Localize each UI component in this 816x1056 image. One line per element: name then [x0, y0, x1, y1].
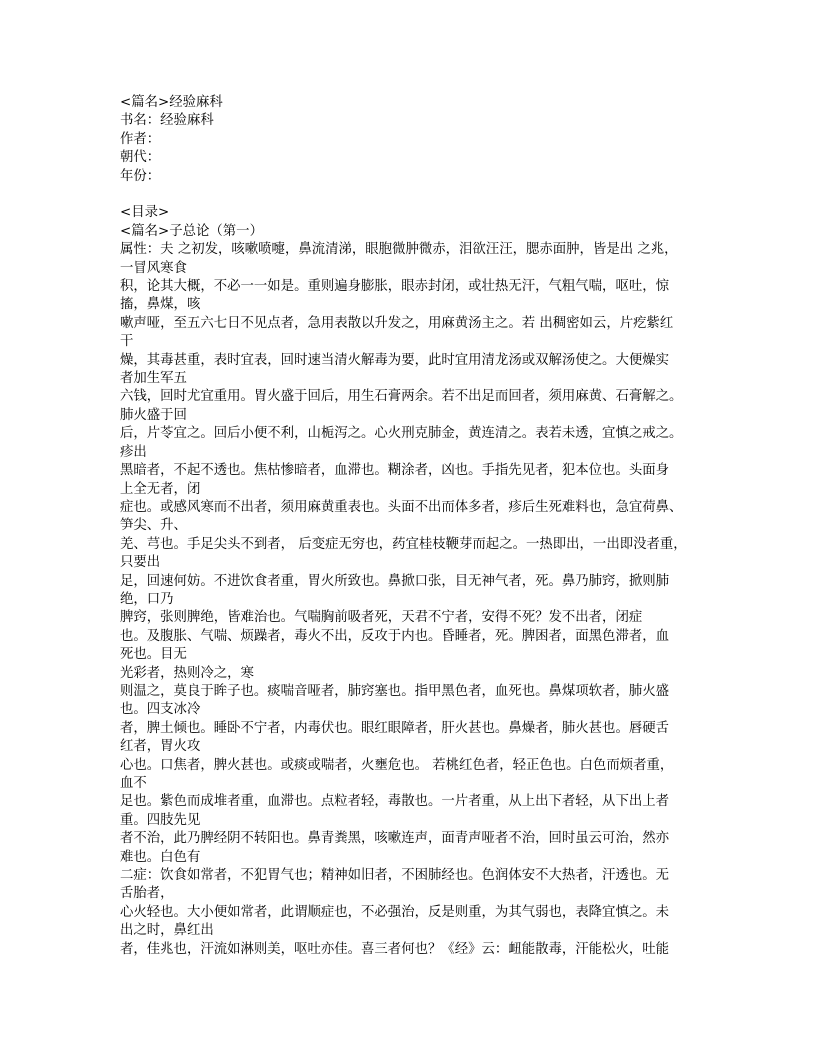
body-line: 者不治，此乃脾经阴不转阳也。鼻青粪黑，咳嗽连声，面青声哑者不治，回时虽云可治，然亦	[120, 831, 670, 847]
body-line: 足也。紫色而成堆者重，血滞也。点粒者轻，毒散也。一片者重，从上出下者轻，从下出上者	[120, 794, 670, 810]
body-line: 心也。口焦者，脾火甚也。或痰或喘者，火壅危也。 若桃红色者，轻正色也。白色而烦者重，	[120, 757, 674, 773]
author-line: 作者：	[120, 131, 161, 147]
body-line: 属性：夫 之初发，咳嗽喷嚏，鼻流清涕，眼胞微肿微赤，泪欲汪汪，腮赤面肿，皆是出 之兆，	[120, 242, 678, 258]
body-line: 搐，鼻煤，咳	[120, 297, 201, 313]
toc-label: <目录>	[120, 205, 170, 221]
body-line: 后，片苓宜之。回后小便不利，山栀泻之。心火刑克肺金，黄连清之。表若未透，宜慎之戒之。	[120, 426, 683, 442]
body-line: 上全无者，闭	[120, 481, 201, 497]
body-line: 足，回速何妨。不进饮食者重，胃火所致也。鼻掀口张，目无神气者，死。鼻乃肺窍，掀则肺	[120, 573, 670, 589]
document-page	[120, 94, 702, 959]
body-line: 者加生军五	[120, 371, 187, 387]
dynasty-line: 朝代：	[120, 150, 161, 166]
body-line: 积，论其大概，不必一一如是。重则遍身膨胀，眼赤封闭，或壮热无汗，气粗气喘，呕吐，惊	[120, 279, 670, 295]
body-line: 光彩者，热则冷之，寒	[120, 665, 254, 681]
body-line: 也。四支冰冷	[120, 702, 201, 718]
body-line: 绝，口乃	[120, 591, 174, 607]
body-line: 则温之，莫良于眸子也。痰喘音哑者，肺窍塞也。指甲黑色者，血死也。鼻煤项软者，肺火盛	[120, 683, 670, 699]
body-line: 二症：饮食如常者，不犯胃气也；精神如旧者，不困肺经也。色润体安不大热者，汗透也。无	[120, 868, 670, 884]
body-line: 症也。或感风寒而不出者，须用麻黄重表也。头面不出而体多者，疹后生死难料也，急宜荷鼻、	[120, 499, 683, 515]
body-line: 肺火盛于回	[120, 407, 187, 423]
body-line: 羌、芎也。手足尖头不到者， 后变症无穷也，药宜桂枝鞭芽而起之。一热即出，一出即没者重，	[120, 536, 687, 552]
section-title: <篇名>子总论（第一）	[120, 223, 263, 239]
body-line: 者，脾土倾也。睡卧不宁者，内毒伏也。眼红眼障者，肝火甚也。鼻燥者，肺火甚也。唇硬舌	[120, 720, 670, 736]
body-line: 六钱，回时尤宜重用。胃火盛于回后，用生石膏两余。若不出足而回者，须用麻黄、石膏解之。	[120, 389, 683, 405]
body-text	[120, 241, 702, 959]
body-line: 出之时，鼻红出	[120, 923, 214, 939]
body-line: 笋尖、升、	[120, 518, 187, 534]
body-line: 脾窍，张则脾绝，皆难治也。气喘胸前吸者死，天君不宁者，安得不死？发不出者，闭症	[120, 610, 643, 626]
year-line: 年份：	[120, 168, 161, 184]
body-line: 重。四肢先见	[120, 812, 201, 828]
body-line: 心火轻也。大小便如常者，此谓顺症也，不必强治，反是则重，为其气弱也，表降宜慎之。未	[120, 904, 670, 920]
body-line: 舌胎者，	[120, 886, 174, 902]
body-line: 血不	[120, 776, 147, 792]
body-line: 难也。白色有	[120, 849, 201, 865]
body-line: 黑暗者，不起不透也。焦枯惨暗者，血滞也。糊涂者，凶也。手指先见者，犯本位也。头面身	[120, 463, 670, 479]
body-line: 一冒风寒食	[120, 260, 187, 276]
body-line: 疹出	[120, 444, 147, 460]
body-line: 只要出	[120, 555, 161, 571]
body-line: 死也。目无	[120, 647, 187, 663]
body-line: 燥，其毒甚重，表时宜表，回时速当清火解毒为要，此时宜用清龙汤或双解汤使之。大便燥实	[120, 352, 670, 368]
body-line: 也。及腹胀、气喘、烦躁者，毒火不出，反攻于内也。昏睡者，死。脾困者，面黑色滞者，血	[120, 628, 670, 644]
body-line: 者，佳兆也，汗流如淋则美，呕吐亦佳。喜三者何也？《经》云：衄能散毒，汗能松火，吐能	[120, 941, 670, 957]
body-line: 干	[120, 334, 134, 350]
blank-spacer	[120, 186, 702, 204]
body-line: 红者，胃火攻	[120, 739, 201, 755]
chapter-label: <篇名>经验麻科	[120, 95, 223, 110]
book-title: 书名：经验麻科	[120, 113, 214, 129]
body-line: 嗽声哑，至五六七日不见点者，急用表散以升发之，用麻黄汤主之。若 出稠密如云，片疙紫红	[120, 315, 674, 331]
